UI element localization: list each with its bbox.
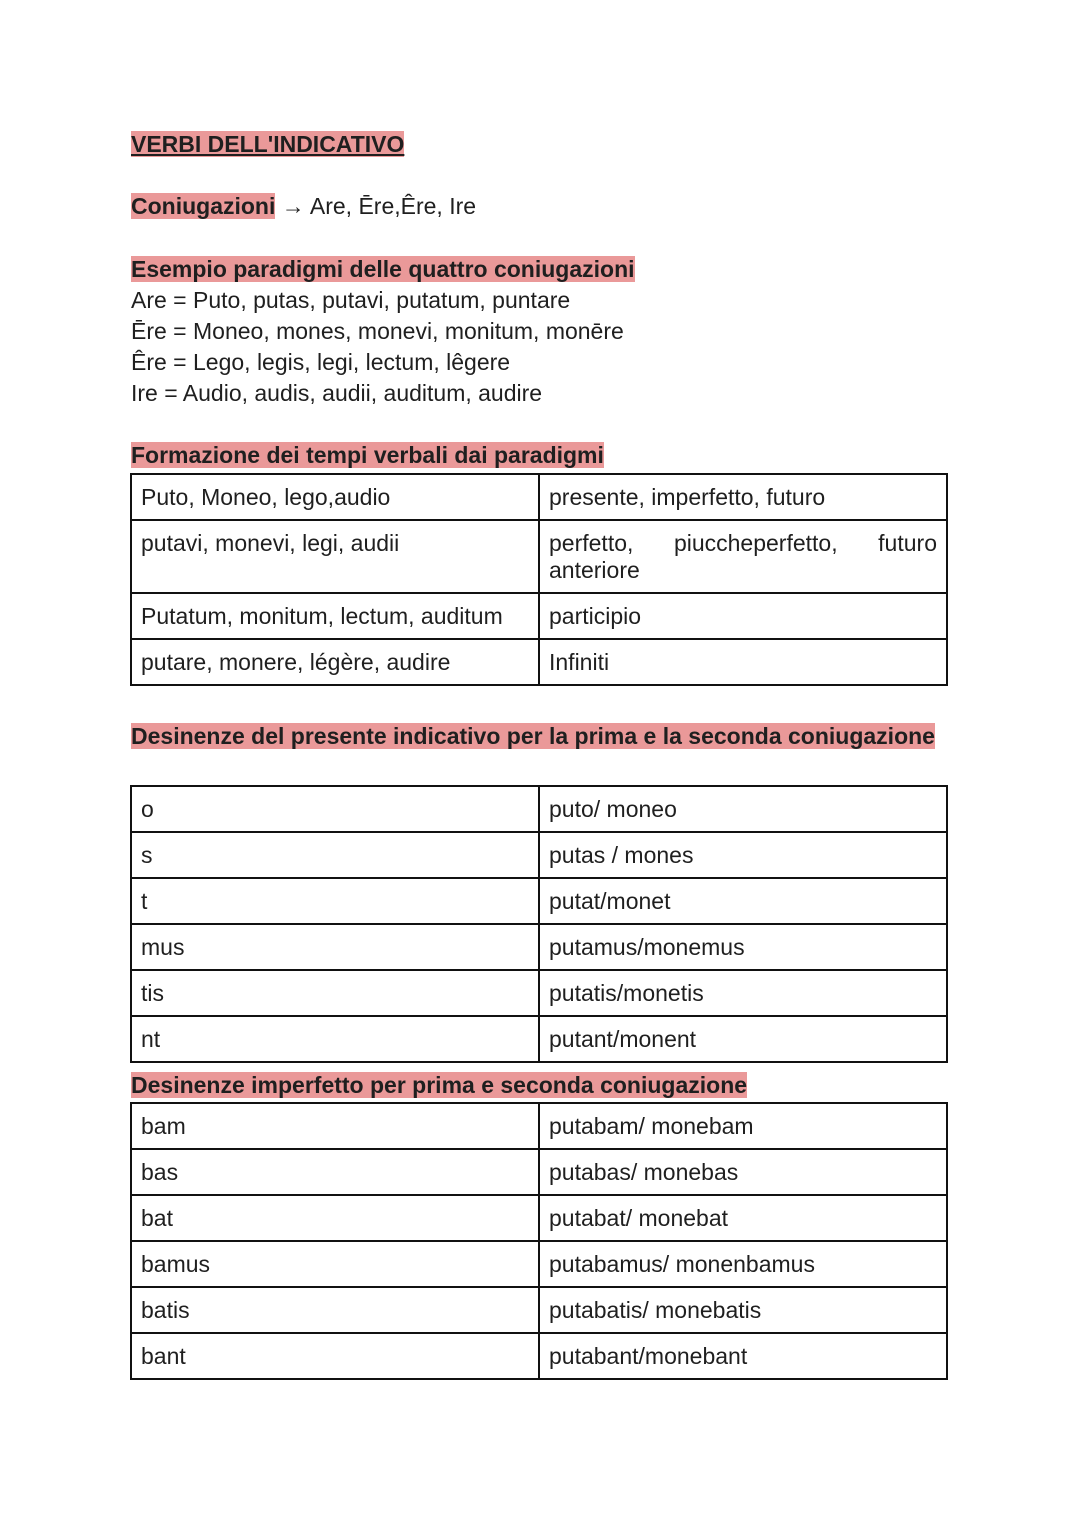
coniugazioni-label: Coniugazioni [131, 193, 276, 219]
table-cell: Putatum, monitum, lectum, auditum [131, 593, 539, 639]
arrow-icon: → [275, 193, 310, 219]
table-row [131, 878, 947, 924]
table-cell: putant/monent [539, 1016, 947, 1062]
coniugazioni-line [131, 191, 476, 222]
imperfetto-heading [131, 1070, 747, 1101]
table-cell: putabamus/ monenbamus [539, 1241, 947, 1287]
table-cell: bam [131, 1103, 539, 1149]
table-row [131, 1195, 947, 1241]
table-cell: Puto, Moneo, lego,audio [131, 474, 539, 520]
table-row [131, 1241, 947, 1287]
table-cell: putatis/monetis [539, 970, 947, 1016]
imperfetto-heading-text: Desinenze imperfetto per prima e seconda coniugazione [131, 1072, 748, 1098]
table-row [131, 639, 947, 685]
table-cell: mus [131, 924, 539, 970]
table-row [131, 1287, 947, 1333]
table-cell: putare, monere, légère, audire [131, 639, 539, 685]
table-row [131, 1016, 947, 1062]
table-row [131, 520, 947, 593]
table-cell: o [131, 786, 539, 832]
formazione-heading [131, 440, 604, 471]
table-cell: putabas/ monebas [539, 1149, 947, 1195]
paradigm-line: Ēre = Moneo, mones, monevi, monitum, monēre [131, 318, 624, 344]
table-cell: batis [131, 1287, 539, 1333]
table-cell: tis [131, 970, 539, 1016]
coniugazioni-value: Are, Ēre,Êre, Ire [309, 193, 477, 219]
table-row [131, 474, 947, 520]
table-cell: perfetto, piuccheperfetto, futuro anteriore [539, 520, 947, 593]
table-cell: puto/ moneo [539, 786, 947, 832]
table-row [131, 970, 947, 1016]
presente-table [130, 785, 948, 1063]
table-cell: putabam/ monebam [539, 1103, 947, 1149]
table-cell: bat [131, 1195, 539, 1241]
table-cell: bant [131, 1333, 539, 1379]
table-cell: putamus/monemus [539, 924, 947, 970]
table-cell: putabat/ monebat [539, 1195, 947, 1241]
imperfetto-table [130, 1102, 948, 1380]
table-cell: bamus [131, 1241, 539, 1287]
table-cell: putabatis/ monebatis [539, 1287, 947, 1333]
table-cell: nt [131, 1016, 539, 1062]
table-cell: bas [131, 1149, 539, 1195]
formazione-heading-text: Formazione dei tempi verbali dai paradigmi [131, 442, 604, 468]
paradigm-line: Êre = Lego, legis, legi, lectum, lêgere [131, 349, 511, 375]
paradigmi-heading [131, 254, 635, 285]
formazione-table [130, 473, 948, 686]
table-row [131, 1103, 947, 1149]
table-row [131, 1333, 947, 1379]
table-cell: putat/monet [539, 878, 947, 924]
presente-heading-text: Desinenze del presente indicativo per la prima e la seconda coniugazione [131, 723, 935, 749]
page-title [131, 129, 404, 160]
table-row [131, 593, 947, 639]
table-row [131, 786, 947, 832]
table-cell: participio [539, 593, 947, 639]
table-row [131, 924, 947, 970]
paradigm-line: Are = Puto, putas, putavi, putatum, puntare [131, 287, 571, 313]
table-cell: t [131, 878, 539, 924]
table-cell: putabant/monebant [539, 1333, 947, 1379]
table-cell: putavi, monevi, legi, audii [131, 520, 539, 593]
table-cell: Infiniti [539, 639, 947, 685]
table-cell: putas / mones [539, 832, 947, 878]
table-cell: presente, imperfetto, futuro [539, 474, 947, 520]
paradigmi-heading-text: Esempio paradigmi delle quattro coniugazioni [131, 256, 635, 282]
table-row [131, 1149, 947, 1195]
table-cell: s [131, 832, 539, 878]
paradigm-line: Ire = Audio, audis, audii, auditum, audire [131, 380, 543, 406]
page-title-text: VERBI DELL'INDICATIVO [131, 131, 405, 157]
presente-heading [131, 721, 947, 752]
table-row [131, 832, 947, 878]
